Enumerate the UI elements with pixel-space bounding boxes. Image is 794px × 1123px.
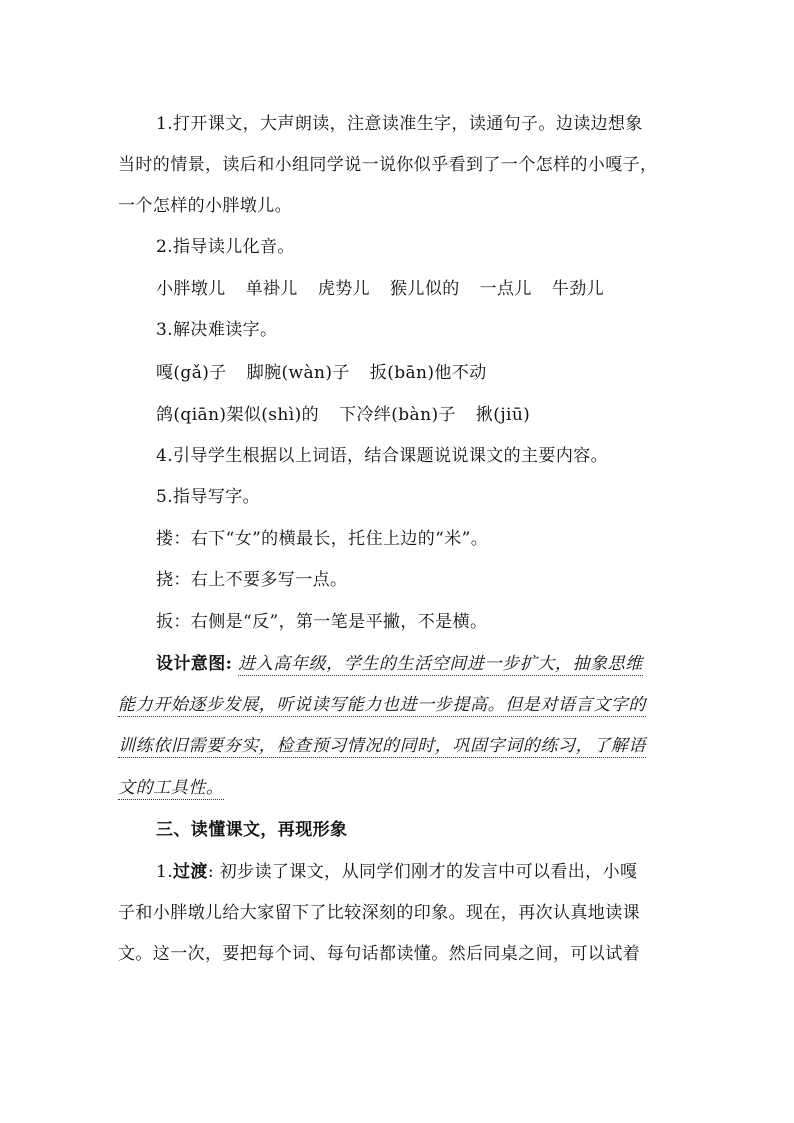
step-number: 1. (156, 862, 174, 882)
hard-char-item: 扳(bān)他不动 (369, 363, 487, 383)
design-intent-text: 能力开始逐步发展，听说读写能力也进一步提高。但是对语言文字的 (118, 695, 646, 715)
design-intent-line1 (156, 652, 643, 676)
transition-label: 过渡 (173, 862, 208, 882)
design-intent-line2 (118, 693, 646, 717)
erhua-word-list (156, 277, 604, 301)
hard-char-item: 下冷绊(bàn)子 (339, 405, 456, 425)
design-intent-label: 设计意图: (156, 654, 233, 674)
hard-char-item: 揪(jiū) (475, 405, 531, 425)
step4-text: 4.引导学生根据以上词语，结合课题说说课文的主要内容。 (156, 446, 609, 466)
writing-tip-ban: 扳：右侧是“反”，第一笔是平撇，不是横。 (156, 612, 488, 632)
erhua-word: 小胖墩儿 (156, 279, 226, 299)
step3-heading: 3.解决难读字。 (156, 320, 278, 340)
step1-line1: 1.打开课文，大声朗读，注意读准生字，读通句子。边读边想象 (156, 114, 643, 134)
section3-step1-line3: 文。这一次，要把每个词、每句话都读懂。然后同桌之间，可以试着 (118, 944, 640, 964)
design-intent-line4 (118, 776, 224, 800)
hard-chars-row-1 (156, 361, 487, 385)
step5-heading: 5.指导写字。 (156, 487, 261, 507)
step2-heading: 2.指导读儿化音。 (156, 237, 295, 257)
hard-char-item: 鸽(qiān)架似(shì)的 (156, 405, 320, 425)
erhua-word: 一点儿 (479, 279, 532, 299)
hard-char-item: 嘎(gǎ)子 (156, 363, 227, 383)
section3-step1-line2: 子和小胖墩儿给大家留下了比较深刻的印象。现在，再次认真地读课 (118, 903, 640, 923)
erhua-word: 牛劲儿 (551, 279, 605, 299)
design-intent-text: 进入高年级，学生的生活空间进一步扩大，抽象思维 (238, 654, 643, 674)
design-intent-text: 文的工具性。 (118, 778, 224, 798)
hard-char-item: 脚腕(wàn)子 (246, 363, 350, 383)
step1-line2: 当时的情景，读后和小组同学说一说你似乎看到了一个怎样的小嘎子， (118, 155, 658, 175)
writing-tip-lou: 搂：右下“女”的横最长，托住上边的“米”。 (156, 529, 489, 549)
section3-heading: 三、读懂课文，再现形象 (156, 820, 348, 840)
erhua-word: 单褂儿 (245, 279, 298, 299)
design-intent-line3 (118, 734, 646, 758)
hard-chars-row-2 (156, 403, 530, 427)
erhua-word: 虎势儿 (317, 279, 371, 299)
transition-text: : 初步读了课文，从同学们刚才的发言中可以看出，小嘎 (207, 862, 638, 882)
erhua-word: 猴儿似的 (390, 279, 460, 299)
section3-step1-line1 (156, 860, 637, 884)
step1-line3: 一个怎样的小胖墩儿。 (118, 196, 292, 216)
writing-tip-nao: 挠：右上不要多写一点。 (156, 570, 348, 590)
design-intent-text: 训练依旧需要夯实，检查预习情况的同时，巩固字词的练习，了解语 (118, 736, 646, 756)
